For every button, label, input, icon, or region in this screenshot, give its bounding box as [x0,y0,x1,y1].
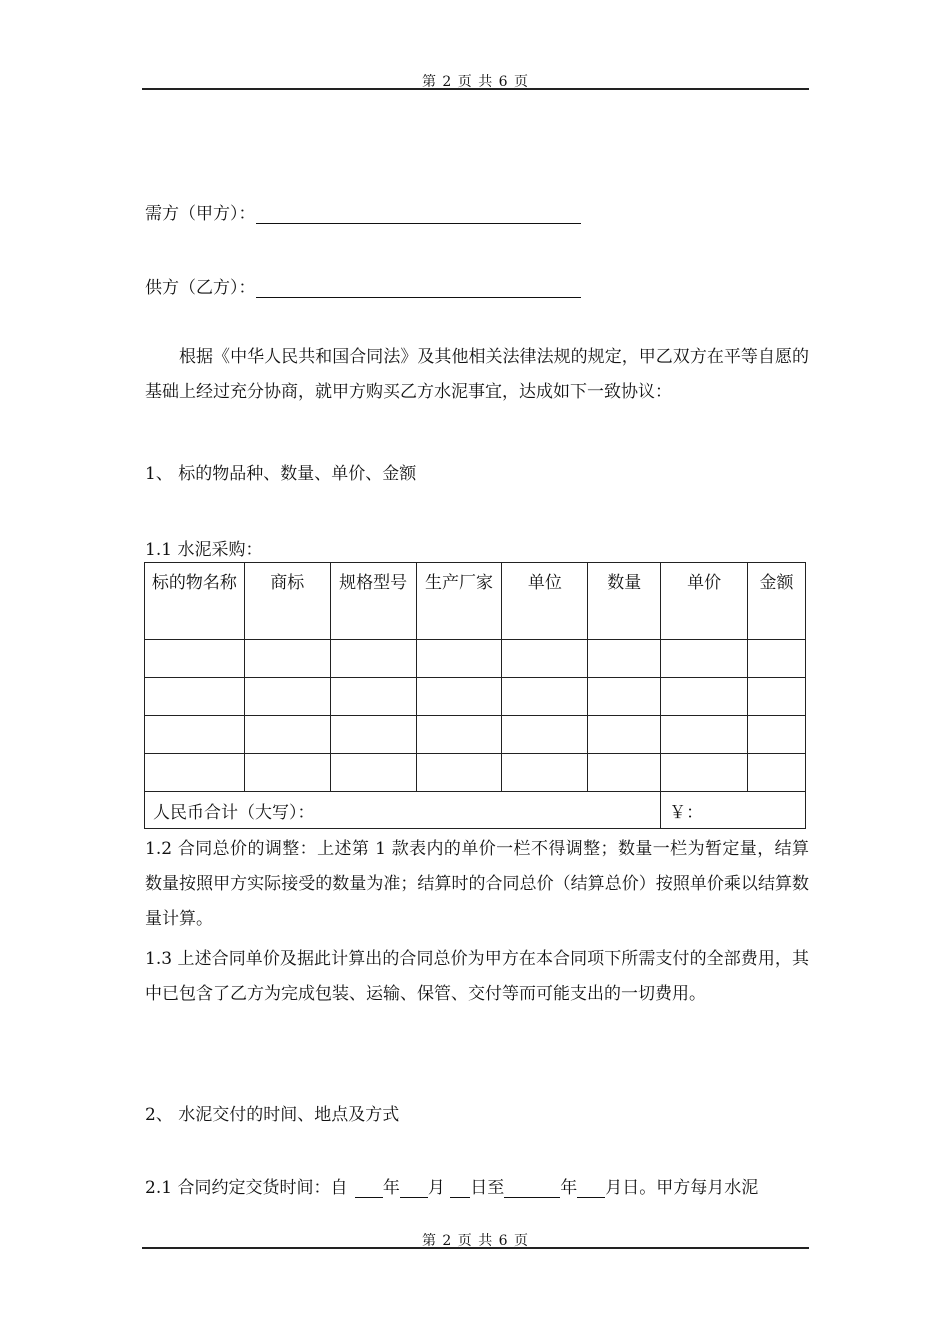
subsection-2-1 [145,1173,758,1198]
table-cell[interactable] [416,716,502,754]
table-cell[interactable] [330,678,416,716]
start-year-label: 年 [382,1178,400,1198]
table-cell[interactable] [588,716,661,754]
start-month-blank[interactable] [400,1179,428,1198]
table-cell[interactable] [661,678,748,716]
table-row [145,716,806,754]
table-cell[interactable] [330,716,416,754]
total-amount-cell[interactable]: ￥： [661,792,806,829]
table-cell[interactable] [330,754,416,792]
table-cell[interactable] [588,640,661,678]
party-b-line [145,273,581,298]
party-a-line [145,199,581,224]
header-cell: 单位 [502,563,588,640]
delivery-time-prefix: 2.1 合同约定交货时间：自 [145,1178,348,1198]
table-cell[interactable] [748,716,806,754]
table-row [145,754,806,792]
table-header-row [145,563,806,640]
header-cell: 规格型号 [330,563,416,640]
intro-paragraph: 根据《中华人民共和国合同法》及其他相关法律法规的规定，甲乙双方在平等自愿的基础上经过充分协商，就甲方购买乙方水泥事宜，达成如下一致协议： [145,347,809,402]
party-b-blank[interactable] [256,279,581,298]
table-cell[interactable] [502,640,588,678]
section-2-title: 2、 水泥交付的时间、地点及方式 [145,1105,400,1125]
table-cell[interactable] [748,754,806,792]
header-cell: 商标 [244,563,330,640]
table-cell[interactable] [330,640,416,678]
section-1-title: 1、 标的物品种、数量、单价、金额 [145,464,417,484]
header-cell: 金额 [748,563,806,640]
end-year-label: 年 [560,1178,578,1198]
table-cell[interactable] [416,640,502,678]
end-month-blank[interactable] [577,1179,605,1198]
subsection-1-3: 1.3 上述合同单价及据此计算出的合同总价为甲方在本合同项下所需支付的全部费用，其中已包含了乙方为完成包装、运输、保管、交付等而可能支出的一切费用。 [145,949,809,1004]
table-row [145,640,806,678]
header-cell: 生产厂家 [416,563,502,640]
end-month-label: 月日。甲方每月水泥 [605,1178,759,1198]
table-cell[interactable] [748,640,806,678]
table-cell[interactable] [661,640,748,678]
start-year-blank[interactable] [355,1179,383,1198]
table-cell[interactable] [416,754,502,792]
table-cell[interactable] [416,678,502,716]
header-rule [142,88,809,90]
header-cell: 数量 [588,563,661,640]
party-b-label: 供方（乙方）： [145,278,256,298]
table-row [145,678,806,716]
table-cell[interactable] [502,754,588,792]
table-cell[interactable] [244,754,330,792]
end-year-blank[interactable] [504,1179,560,1198]
party-a-label: 需方（甲方）： [145,204,256,224]
table-cell[interactable] [588,754,661,792]
table-total-row [145,792,806,829]
table-cell[interactable] [502,678,588,716]
total-label-cell[interactable]: 人民币合计（大写）： [145,792,661,829]
header-cell: 单价 [661,563,748,640]
table-cell[interactable] [244,640,330,678]
start-day-blank[interactable] [450,1179,470,1198]
start-month-label: 月 [427,1178,445,1198]
goods-table [144,562,806,829]
table-cell[interactable] [748,678,806,716]
table-cell[interactable] [661,754,748,792]
table-cell[interactable] [145,716,245,754]
subsection-1-1: 1.1 水泥采购： [145,540,263,560]
party-a-blank[interactable] [256,205,581,224]
page-header: 第 2 页 共 6 页 [421,74,530,90]
page-footer: 第 2 页 共 6 页 [421,1233,530,1249]
table-cell[interactable] [244,716,330,754]
table-cell[interactable] [661,716,748,754]
table-cell[interactable] [145,754,245,792]
table-cell[interactable] [145,678,245,716]
start-day-label: 日至 [470,1178,505,1198]
table-cell[interactable] [145,640,245,678]
table-cell[interactable] [588,678,661,716]
table-cell[interactable] [502,716,588,754]
header-cell: 标的物名称 [145,563,245,640]
footer-rule [142,1247,809,1249]
subsection-1-2: 1.2 合同总价的调整：上述第 1 款表内的单价一栏不得调整；数量一栏为暂定量，结算数量按照甲方实际接受的数量为准；结算时的合同总价（结算总价）按照单价乘以结算数量计算。 [145,839,809,929]
table-cell[interactable] [244,678,330,716]
